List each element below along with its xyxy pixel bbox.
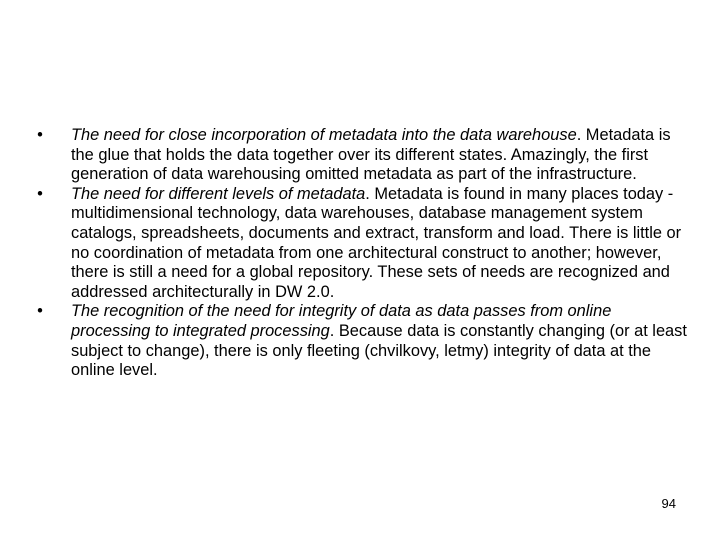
slide-bullet-list: [30, 126, 690, 381]
bullet-marker: •: [37, 184, 43, 203]
bullet-marker: •: [37, 302, 43, 321]
page-number: 94: [661, 496, 676, 511]
bullet-text: . Because data is constantly changing (or at least subject to change), there is only fleeting (chvilkovy, letmy) integrity of data at the online level.: [71, 321, 687, 380]
bullet-item-data-integrity: [30, 302, 690, 380]
bullet-emphasis: The need for close incorporation of metadata into the data warehouse: [71, 126, 577, 144]
bullet-emphasis: The need for different levels of metadata: [71, 184, 366, 203]
bullet-item-metadata-incorporation: [30, 126, 690, 185]
bullet-text: . Metadata is found in many places today - multidimensional technology, data warehouses, database management system catalogs, spreadsheets, documents and extract, transform and load. There is little or no coordination of metadata from one architectural construct to another; however, there is still a need for a global repository. These sets of needs are recognized and addressed architecturally in DW 2.0.: [71, 184, 682, 301]
bullet-emphasis: The recognition of the need for integrity of data as data passes from online processing to integrated processing: [71, 302, 612, 340]
bullet-item-metadata-levels: [30, 185, 690, 303]
bullet-marker: •: [37, 126, 43, 144]
bullet-text: . Metadata is the glue that holds the data together over its different states. Amazingly, the first generation of data warehousing omitted metadata as part of the infrastructure.: [71, 126, 671, 184]
